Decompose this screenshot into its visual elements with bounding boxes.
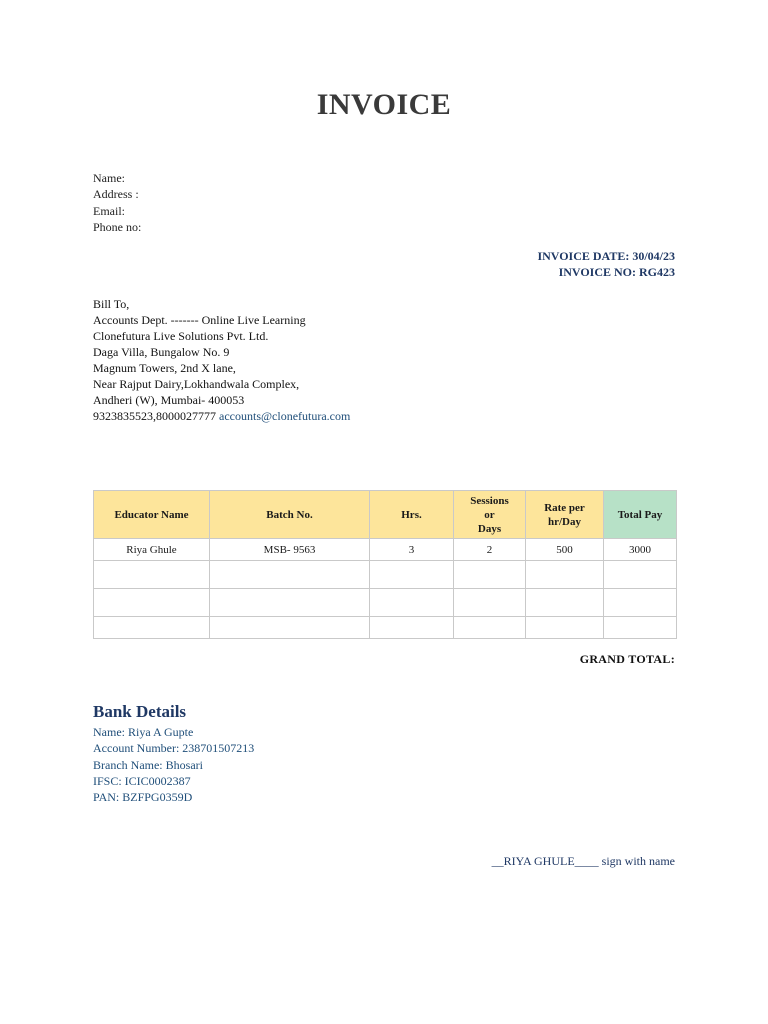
col-header-rate [526, 491, 604, 539]
bill-to-line: Daga Villa, Bungalow No. 9 [93, 345, 230, 359]
invoice-number: INVOICE NO: RG423 [558, 265, 675, 279]
bill-to-email-link[interactable]: accounts@clonefutura.com [219, 409, 351, 423]
bank-account-name: Name: Riya A Gupte [93, 725, 194, 739]
table-row-empty [94, 617, 677, 639]
bank-branch-name: Branch Name: Bhosari [93, 757, 203, 772]
bill-to-line: Near Rajput Dairy,Lokhandwala Complex, [93, 377, 300, 391]
col-header-batch: Batch No. [210, 491, 370, 539]
bill-to-block [93, 296, 350, 424]
bank-details-heading: Bank Details [93, 702, 187, 721]
table-header-row [94, 491, 677, 539]
signature-line: __RIYA GHULE____ sign with name [491, 854, 675, 868]
sender-details [93, 170, 141, 235]
cell-hrs: 3 [370, 539, 454, 561]
bill-to-contact [93, 408, 350, 424]
cell-rate: 500 [526, 539, 604, 561]
bill-to-line: Magnum Towers, 2nd X lane, [93, 361, 236, 375]
sender-name-label: Name: [93, 171, 125, 185]
sender-email-label: Email: [93, 203, 125, 218]
bill-to-line: Clonefutura Live Solutions Pvt. Ltd. [93, 329, 269, 343]
table-row-empty [94, 561, 677, 589]
bill-to-phones: 9323835523,8000027777 [93, 409, 219, 423]
col-header-sessions-line: Sessions [470, 494, 509, 507]
col-header-rate-line: hr/Day [548, 515, 581, 528]
grand-total-label: GRAND TOTAL: [579, 652, 675, 666]
bank-pan: PAN: BZFPG0359D [93, 790, 193, 805]
bill-to-line: Andheri (W), Mumbai- 400053 [93, 393, 245, 407]
cell-total: 3000 [604, 539, 677, 561]
invoice-title: INVOICE [316, 88, 452, 121]
bill-to-line: Accounts Dept. ------- Online Live Learning [93, 313, 306, 327]
col-header-educator: Educator Name [94, 491, 210, 539]
table-row-empty [94, 589, 677, 617]
bank-ifsc: IFSC: ICIC0002387 [93, 773, 191, 788]
col-header-hrs: Hrs. [370, 491, 454, 539]
bank-account-number: Account Number: 238701507213 [93, 741, 255, 756]
sender-phone-label: Phone no: [93, 219, 142, 234]
col-header-total: Total Pay [604, 491, 677, 539]
bill-to-line: Bill To, [93, 297, 130, 311]
table-row [94, 539, 677, 561]
cell-batch: MSB- 9563 [210, 539, 370, 561]
col-header-sessions-line: or [484, 508, 495, 521]
payment-table [93, 490, 677, 639]
invoice-date: INVOICE DATE: 30/04/23 [537, 249, 675, 263]
cell-educator: Riya Ghule [94, 539, 210, 561]
col-header-sessions-line: Days [477, 522, 502, 535]
cell-sessions: 2 [454, 539, 526, 561]
sender-address-label: Address : [93, 187, 139, 202]
invoice-meta [537, 248, 675, 280]
col-header-sessions [454, 491, 526, 539]
col-header-rate-line: Rate per [544, 501, 585, 514]
bank-details [93, 724, 254, 805]
